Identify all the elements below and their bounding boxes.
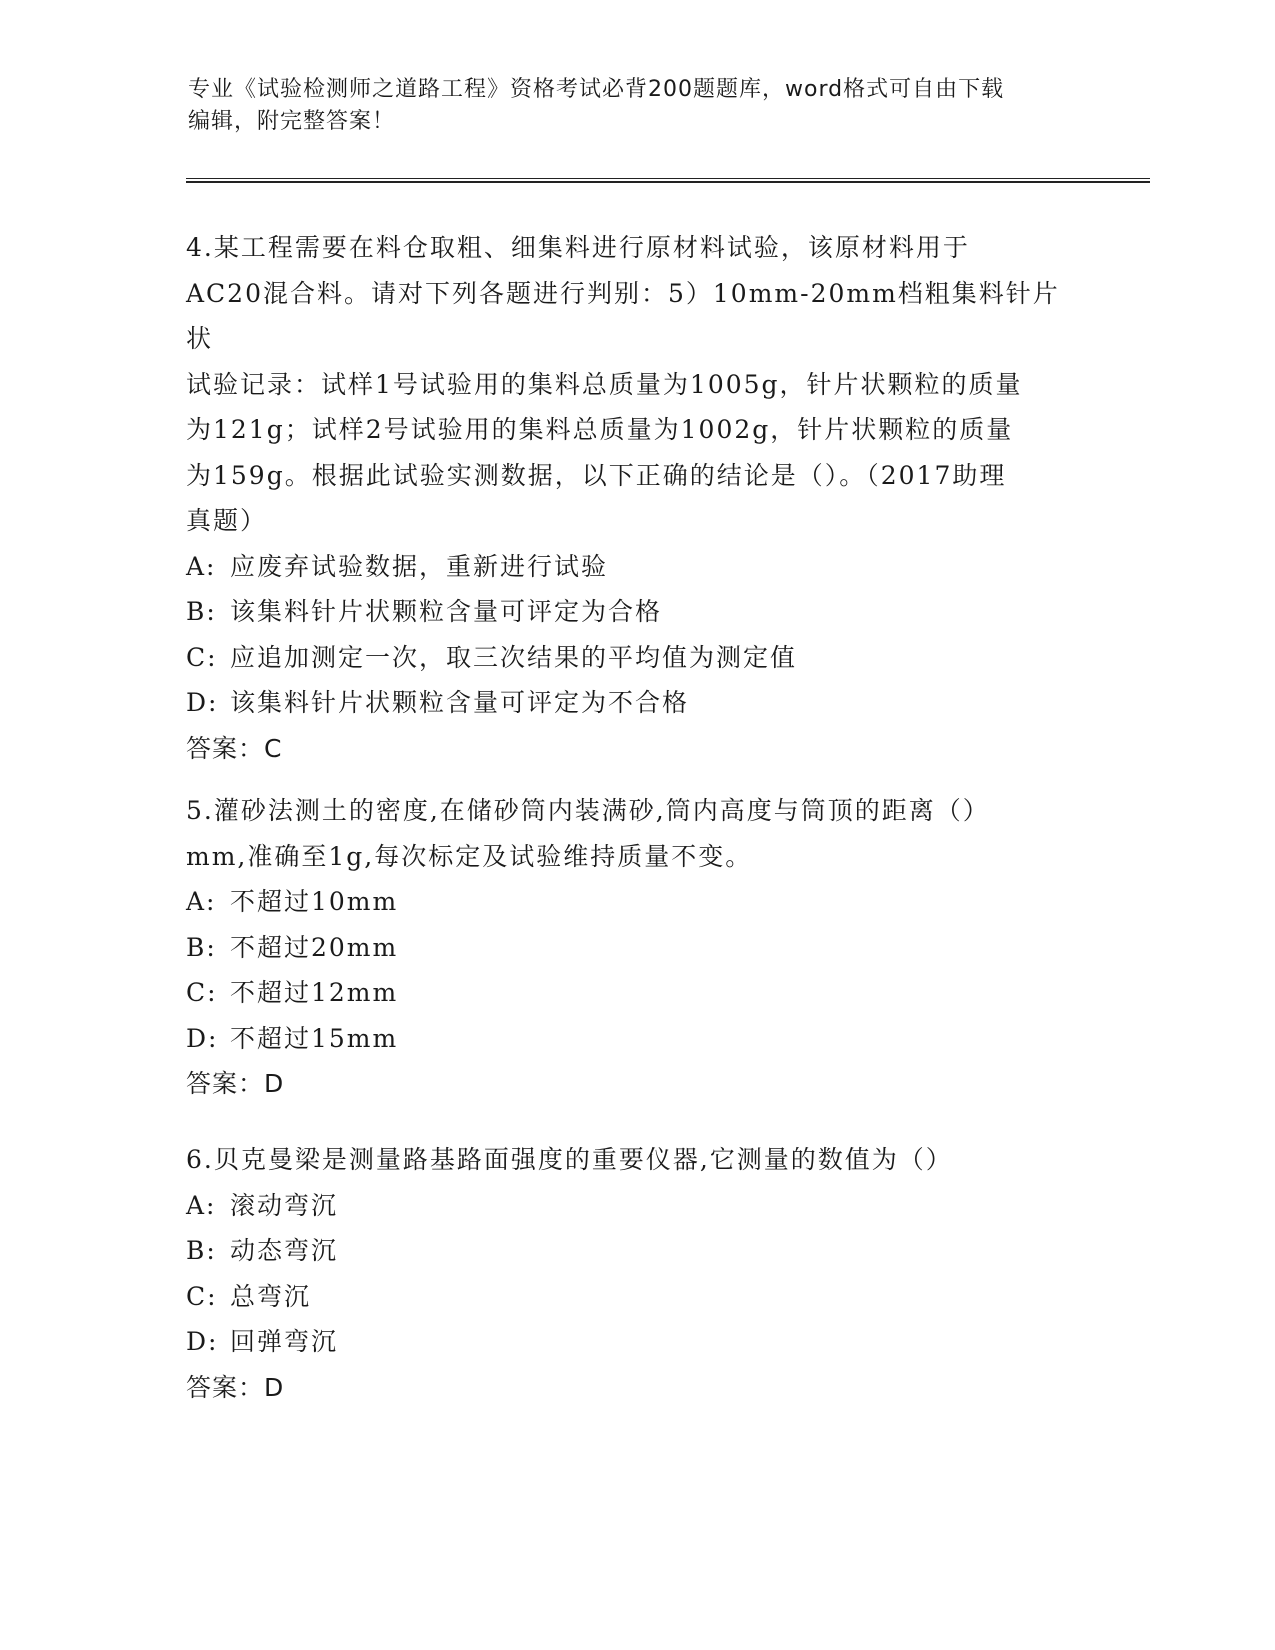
option-text: 总弯沉	[230, 1281, 312, 1311]
option-key: B:	[186, 932, 217, 962]
answer-line: 答案：D	[186, 1069, 285, 1098]
option-key: A:	[186, 551, 217, 581]
question-6	[186, 1137, 1086, 1410]
option-b	[186, 925, 1086, 971]
question-stem	[186, 1137, 1086, 1183]
question-stem	[186, 225, 1086, 544]
answer-line: 答案：D	[186, 1372, 285, 1402]
option-text: 应追加测定一次，取三次结果的平均值为测定值	[230, 642, 798, 672]
option-b	[186, 589, 1086, 635]
option-key: B:	[186, 1236, 217, 1265]
option-key: B:	[186, 597, 217, 626]
option-key: A:	[186, 887, 217, 916]
option-text: 滚动弯沉	[230, 1190, 339, 1220]
question-5	[186, 788, 1086, 1107]
option-key: D:	[186, 688, 219, 717]
option-key: C:	[186, 642, 218, 672]
option-key: A:	[186, 1190, 217, 1220]
option-d	[186, 1319, 1086, 1365]
option-text: 该集料针片状颗粒含量可评定为合格	[230, 597, 663, 626]
option-text: 不超过15mm	[230, 1023, 399, 1053]
option-key: D:	[186, 1023, 219, 1053]
question-stem	[186, 788, 1086, 879]
option-key: C:	[186, 1281, 218, 1311]
option-b	[186, 1228, 1086, 1274]
question-4	[186, 225, 1086, 771]
option-text: 该集料针片状颗粒含量可评定为不合格	[230, 688, 690, 717]
stem-line: 4.某工程需要在料仓取粗、细集料进行原材料试验，该原材料用于	[186, 233, 970, 262]
option-c	[186, 635, 1086, 681]
option-c	[186, 970, 1086, 1016]
stem-line: 为159g。根据此试验实测数据，以下正确的结论是（）。（2017助理	[186, 460, 1007, 490]
stem-line: 真题）	[186, 506, 268, 535]
option-text: 不超过12mm	[230, 978, 399, 1007]
option-d	[186, 1016, 1086, 1062]
page-header	[188, 74, 1088, 138]
header-line-2: 编辑，附完整答案！	[188, 109, 396, 134]
option-a	[186, 879, 1086, 925]
stem-line: mm,准确至1g,每次标定及试验维持质量不变。	[186, 841, 753, 871]
option-text: 应废弃试验数据，重新进行试验	[230, 551, 609, 581]
option-a	[186, 544, 1086, 590]
option-d	[186, 680, 1086, 726]
header-line-1: 专业《试验检测师之道路工程》资格考试必背200题题库，word格式可自由下载	[188, 77, 1005, 102]
stem-line: 5.灌砂法测土的密度,在储砂筒内装满砂,筒内高度与筒顶的距离（）	[186, 796, 990, 825]
option-a	[186, 1183, 1086, 1229]
stem-line: 试验记录：试样1号试验用的集料总质量为1005g，针片状颗粒的质量	[186, 369, 1023, 399]
answer-line: 答案：C	[186, 733, 283, 763]
option-key: C:	[186, 978, 218, 1007]
option-text: 回弹弯沉	[230, 1327, 339, 1356]
stem-line: AC20混合料。请对下列各题进行判别：5）10mm-20mm档粗集料针片状	[186, 278, 1060, 353]
option-text: 不超过20mm	[230, 932, 399, 962]
option-text: 不超过10mm	[230, 887, 399, 916]
stem-line: 6.贝克曼梁是测量路基路面强度的重要仪器,它测量的数值为（）	[186, 1145, 953, 1174]
option-c	[186, 1274, 1086, 1320]
option-key: D:	[186, 1327, 219, 1356]
header-divider	[186, 178, 1150, 183]
option-text: 动态弯沉	[230, 1236, 339, 1265]
stem-line: 为121g；试样2号试验用的集料总质量为1002g，针片状颗粒的质量	[186, 415, 1014, 444]
